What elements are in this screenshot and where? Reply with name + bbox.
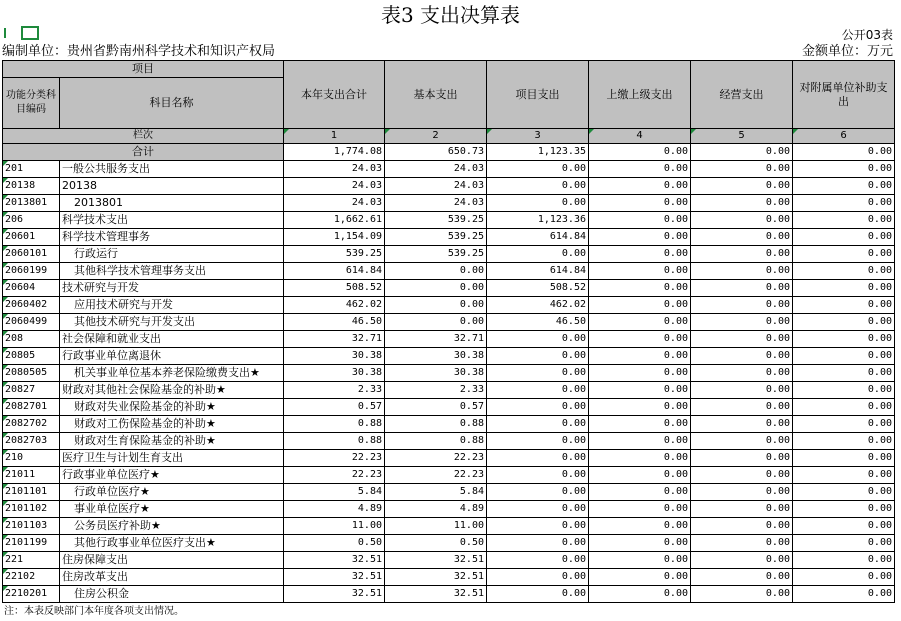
table-row: [3, 484, 895, 501]
func-code-cell[interactable]: 201: [3, 161, 60, 178]
amount-cell[interactable]: 0.00: [589, 229, 691, 246]
amount-cell[interactable]: 2.33: [284, 382, 385, 399]
func-code-cell[interactable]: 21011: [3, 467, 60, 484]
header-col-4: 上缴上级支出: [589, 61, 691, 129]
amount-cell[interactable]: 539.25: [385, 229, 487, 246]
subject-name-cell[interactable]: 科学技术支出: [60, 212, 284, 229]
amount-cell[interactable]: 0.00: [589, 484, 691, 501]
amount-cell[interactable]: 0.00: [691, 246, 793, 263]
amount-cell[interactable]: 0.00: [691, 467, 793, 484]
amount-cell[interactable]: 0.00: [487, 331, 589, 348]
amount-cell[interactable]: 0.00: [589, 280, 691, 297]
amount-cell[interactable]: 0.00: [589, 416, 691, 433]
subject-name-cell[interactable]: 行政单位医疗★: [60, 484, 284, 501]
amount-cell[interactable]: 1,662.61: [284, 212, 385, 229]
amount-cell[interactable]: 508.52: [284, 280, 385, 297]
amount-cell[interactable]: 11.00: [385, 518, 487, 535]
subject-name-cell[interactable]: 科学技术管理事务: [60, 229, 284, 246]
header-func-code: 功能分类科目编码: [3, 78, 60, 129]
amount-cell[interactable]: 0.00: [589, 348, 691, 365]
table-row: [3, 518, 895, 535]
total-value[interactable]: 0.00: [793, 144, 895, 161]
total-value[interactable]: 1,123.35: [487, 144, 589, 161]
amount-cell[interactable]: 0.00: [691, 586, 793, 603]
amount-cell[interactable]: 2.33: [385, 382, 487, 399]
func-code-cell[interactable]: 2082701: [3, 399, 60, 416]
amount-cell[interactable]: 614.84: [487, 263, 589, 280]
func-code-cell[interactable]: 2060101: [3, 246, 60, 263]
func-code-cell[interactable]: 2080505: [3, 365, 60, 382]
amount-cell[interactable]: 0.00: [793, 450, 895, 467]
amount-cell[interactable]: 30.38: [385, 365, 487, 382]
col-number: 5: [691, 129, 793, 144]
amount-cell[interactable]: 32.51: [385, 569, 487, 586]
func-code-cell[interactable]: 2060402: [3, 297, 60, 314]
subject-name-cell[interactable]: 其他科学技术管理事务支出: [60, 263, 284, 280]
amount-cell[interactable]: 0.00: [487, 484, 589, 501]
func-code-cell[interactable]: 2082703: [3, 433, 60, 450]
amount-cell[interactable]: 0.00: [385, 297, 487, 314]
subject-name-cell[interactable]: 一般公共服务支出: [60, 161, 284, 178]
func-code-cell[interactable]: 2101103: [3, 518, 60, 535]
header-col-3: 项目支出: [487, 61, 589, 129]
table-row: [3, 280, 895, 297]
amount-cell[interactable]: 0.00: [487, 195, 589, 212]
amount-cell[interactable]: 0.00: [487, 382, 589, 399]
amount-cell[interactable]: 0.00: [487, 569, 589, 586]
subject-name-cell[interactable]: 财政对其他社会保险基金的补助★: [60, 382, 284, 399]
amount-cell[interactable]: 32.51: [284, 552, 385, 569]
amount-cell[interactable]: 0.00: [793, 399, 895, 416]
amount-cell[interactable]: 0.00: [589, 535, 691, 552]
unit-row: [2, 43, 893, 60]
total-value[interactable]: 1,774.08: [284, 144, 385, 161]
amount-cell[interactable]: 0.00: [385, 280, 487, 297]
amount-cell[interactable]: 0.00: [691, 382, 793, 399]
amount-cell[interactable]: 0.00: [793, 212, 895, 229]
table-row: [3, 331, 895, 348]
func-code-cell[interactable]: 208: [3, 331, 60, 348]
compiling-unit: 编制单位：贵州省黔南州科学技术和知识产权局: [2, 44, 276, 59]
subject-name-cell[interactable]: 2013801: [60, 195, 284, 212]
subject-name-cell[interactable]: 技术研究与开发: [60, 280, 284, 297]
amount-cell[interactable]: 32.71: [385, 331, 487, 348]
col-number: 2: [385, 129, 487, 144]
header-col-1: 本年支出合计: [284, 61, 385, 129]
amount-cell[interactable]: 0.00: [487, 178, 589, 195]
func-code-cell[interactable]: 2101102: [3, 501, 60, 518]
col-number: 3: [487, 129, 589, 144]
amount-cell[interactable]: 508.52: [487, 280, 589, 297]
amount-cell[interactable]: 0.00: [589, 331, 691, 348]
amount-cell[interactable]: 0.00: [691, 348, 793, 365]
func-code-cell[interactable]: 20138: [3, 178, 60, 195]
amount-cell[interactable]: 0.00: [691, 552, 793, 569]
amount-cell[interactable]: 0.00: [589, 263, 691, 280]
table-row: [3, 297, 895, 314]
header-col-5: 经营支出: [691, 61, 793, 129]
func-code-cell[interactable]: 20604: [3, 280, 60, 297]
subject-name-cell[interactable]: 财政对工伤保险基金的补助★: [60, 416, 284, 433]
amount-cell[interactable]: 0.00: [487, 161, 589, 178]
total-value[interactable]: 650.73: [385, 144, 487, 161]
func-code-cell[interactable]: 22102: [3, 569, 60, 586]
amount-cell[interactable]: 0.00: [691, 161, 793, 178]
subject-name-cell[interactable]: 财政对失业保险基金的补助★: [60, 399, 284, 416]
amount-cell[interactable]: 0.00: [691, 569, 793, 586]
table-row: [3, 263, 895, 280]
subject-name-cell[interactable]: 20138: [60, 178, 284, 195]
amount-cell[interactable]: 0.00: [691, 433, 793, 450]
subject-name-cell[interactable]: 行政运行: [60, 246, 284, 263]
total-value[interactable]: 0.00: [691, 144, 793, 161]
amount-cell[interactable]: 0.00: [691, 535, 793, 552]
subject-name-cell[interactable]: 事业单位医疗★: [60, 501, 284, 518]
table-row: [3, 586, 895, 603]
amount-cell[interactable]: 32.71: [284, 331, 385, 348]
col-number: 4: [589, 129, 691, 144]
amount-cell[interactable]: 0.00: [487, 399, 589, 416]
amount-cell[interactable]: 4.89: [284, 501, 385, 518]
amount-cell[interactable]: 0.00: [487, 501, 589, 518]
amount-cell[interactable]: 0.00: [589, 501, 691, 518]
amount-cell[interactable]: 0.00: [487, 467, 589, 484]
amount-cell[interactable]: 0.00: [793, 246, 895, 263]
amount-unit: 金额单位：万元: [801, 44, 893, 59]
amount-cell[interactable]: 1,123.36: [487, 212, 589, 229]
subject-name-cell[interactable]: 其他行政事业单位医疗支出★: [60, 535, 284, 552]
amount-cell[interactable]: 0.00: [487, 246, 589, 263]
amount-cell[interactable]: 0.00: [793, 501, 895, 518]
amount-cell[interactable]: 0.00: [691, 399, 793, 416]
amount-cell[interactable]: 0.00: [691, 263, 793, 280]
amount-cell[interactable]: 0.00: [793, 569, 895, 586]
amount-cell[interactable]: 0.57: [385, 399, 487, 416]
amount-cell[interactable]: 0.00: [691, 484, 793, 501]
table-row: [3, 212, 895, 229]
amount-cell[interactable]: 0.00: [589, 365, 691, 382]
subject-name-cell[interactable]: 住房保障支出: [60, 552, 284, 569]
amount-cell[interactable]: 0.00: [793, 382, 895, 399]
amount-cell[interactable]: 0.00: [589, 297, 691, 314]
amount-cell[interactable]: 0.00: [589, 433, 691, 450]
table-row: [3, 161, 895, 178]
func-code-cell[interactable]: 221: [3, 552, 60, 569]
amount-cell[interactable]: 539.25: [385, 246, 487, 263]
total-value[interactable]: 0.00: [589, 144, 691, 161]
amount-cell[interactable]: 46.50: [487, 314, 589, 331]
col-index-label: 栏次: [3, 129, 284, 144]
amount-cell[interactable]: 0.00: [793, 297, 895, 314]
amount-cell[interactable]: 0.00: [691, 178, 793, 195]
table-note: 注：本表反映部门本年度各项支出情况。: [4, 606, 184, 617]
table-row: [3, 382, 895, 399]
amount-cell[interactable]: 0.00: [793, 535, 895, 552]
amount-cell[interactable]: 24.03: [385, 161, 487, 178]
amount-cell[interactable]: 0.00: [589, 552, 691, 569]
amount-cell[interactable]: 0.00: [487, 586, 589, 603]
table-row: [3, 552, 895, 569]
amount-cell[interactable]: 0.00: [691, 416, 793, 433]
func-code-cell[interactable]: 2101199: [3, 535, 60, 552]
amount-cell[interactable]: 22.23: [284, 450, 385, 467]
amount-cell[interactable]: 0.00: [691, 195, 793, 212]
amount-cell[interactable]: 0.00: [793, 484, 895, 501]
amount-cell[interactable]: 614.84: [487, 229, 589, 246]
subject-name-cell[interactable]: 行政事业单位医疗★: [60, 467, 284, 484]
amount-cell[interactable]: 0.00: [691, 450, 793, 467]
amount-cell[interactable]: 0.00: [589, 382, 691, 399]
amount-cell[interactable]: 0.00: [487, 416, 589, 433]
amount-cell[interactable]: 0.00: [589, 399, 691, 416]
amount-cell[interactable]: 539.25: [284, 246, 385, 263]
amount-cell[interactable]: 0.00: [385, 263, 487, 280]
amount-cell[interactable]: 0.00: [793, 467, 895, 484]
amount-cell[interactable]: 0.00: [589, 450, 691, 467]
sheet-title: 表3 支出决算表: [380, 3, 521, 27]
func-code-cell[interactable]: 2210201: [3, 586, 60, 603]
table-row: [3, 246, 895, 263]
func-code-cell[interactable]: 2082702: [3, 416, 60, 433]
amount-cell[interactable]: 30.38: [385, 348, 487, 365]
amount-cell[interactable]: 0.00: [793, 195, 895, 212]
subject-name-cell[interactable]: 其他技术研究与开发支出: [60, 314, 284, 331]
subject-name-cell[interactable]: 机关事业单位基本养老保险缴费支出★: [60, 365, 284, 382]
amount-cell[interactable]: 24.03: [284, 195, 385, 212]
amount-cell[interactable]: 614.84: [284, 263, 385, 280]
amount-cell[interactable]: 462.02: [284, 297, 385, 314]
amount-cell[interactable]: 32.51: [385, 586, 487, 603]
amount-cell[interactable]: 0.00: [793, 586, 895, 603]
subject-name-cell[interactable]: 住房改革支出: [60, 569, 284, 586]
amount-cell[interactable]: 5.84: [385, 484, 487, 501]
amount-cell[interactable]: 0.00: [589, 569, 691, 586]
amount-cell[interactable]: 0.00: [691, 229, 793, 246]
form-number: 公开03表: [841, 28, 893, 42]
amount-cell[interactable]: 0.00: [793, 229, 895, 246]
amount-cell[interactable]: 0.00: [589, 467, 691, 484]
amount-cell[interactable]: 462.02: [487, 297, 589, 314]
amount-cell[interactable]: 24.03: [284, 161, 385, 178]
func-code-cell[interactable]: 2101101: [3, 484, 60, 501]
row-indicator: [4, 28, 6, 38]
amount-cell[interactable]: 30.38: [284, 365, 385, 382]
subject-name-cell[interactable]: 行政事业单位离退休: [60, 348, 284, 365]
amount-cell[interactable]: 0.00: [487, 518, 589, 535]
total-label: 合计: [3, 144, 284, 161]
func-code-cell[interactable]: 20805: [3, 348, 60, 365]
table-row: [3, 178, 895, 195]
selected-cell-cursor[interactable]: [21, 26, 39, 40]
amount-cell[interactable]: 0.00: [793, 314, 895, 331]
amount-cell[interactable]: 11.00: [284, 518, 385, 535]
amount-cell[interactable]: 0.00: [793, 365, 895, 382]
header-project: 项目: [3, 61, 284, 78]
subject-name-cell[interactable]: 住房公积金: [60, 586, 284, 603]
table-row: [3, 416, 895, 433]
table-row: [3, 450, 895, 467]
subject-name-cell[interactable]: 财政对生育保险基金的补助★: [60, 433, 284, 450]
col-number: 6: [793, 129, 895, 144]
amount-cell[interactable]: 0.00: [589, 212, 691, 229]
amount-cell[interactable]: 0.88: [385, 416, 487, 433]
func-code-cell[interactable]: 20827: [3, 382, 60, 399]
amount-cell[interactable]: 0.00: [691, 297, 793, 314]
func-code-cell[interactable]: 20601: [3, 229, 60, 246]
subject-name-cell[interactable]: 社会保障和就业支出: [60, 331, 284, 348]
func-code-cell[interactable]: 210: [3, 450, 60, 467]
amount-cell[interactable]: 0.00: [487, 535, 589, 552]
amount-cell[interactable]: 32.51: [385, 552, 487, 569]
amount-cell[interactable]: 0.00: [691, 280, 793, 297]
subject-name-cell[interactable]: 公务员医疗补助★: [60, 518, 284, 535]
amount-cell[interactable]: 0.00: [385, 314, 487, 331]
amount-cell[interactable]: 4.89: [385, 501, 487, 518]
amount-cell[interactable]: 0.00: [691, 314, 793, 331]
amount-cell[interactable]: 0.00: [589, 178, 691, 195]
amount-cell[interactable]: 5.84: [284, 484, 385, 501]
table-row: [3, 365, 895, 382]
amount-cell[interactable]: 0.00: [793, 518, 895, 535]
func-code-cell[interactable]: 2013801: [3, 195, 60, 212]
amount-cell[interactable]: 0.00: [487, 552, 589, 569]
amount-cell[interactable]: 0.00: [691, 331, 793, 348]
table-row: [3, 314, 895, 331]
func-code-cell[interactable]: 2060499: [3, 314, 60, 331]
table-row: [3, 433, 895, 450]
amount-cell[interactable]: 22.23: [284, 467, 385, 484]
amount-cell[interactable]: 46.50: [284, 314, 385, 331]
table-row: [3, 348, 895, 365]
amount-cell[interactable]: 24.03: [284, 178, 385, 195]
header-col-2: 基本支出: [385, 61, 487, 129]
amount-cell[interactable]: 0.00: [589, 246, 691, 263]
table-row: [3, 467, 895, 484]
amount-cell[interactable]: 32.51: [284, 569, 385, 586]
func-code-cell[interactable]: 2060199: [3, 263, 60, 280]
amount-cell[interactable]: 539.25: [385, 212, 487, 229]
amount-cell[interactable]: 0.00: [793, 263, 895, 280]
subject-name-cell[interactable]: 医疗卫生与计划生育支出: [60, 450, 284, 467]
amount-cell[interactable]: 32.51: [284, 586, 385, 603]
expenditure-table: [2, 60, 895, 603]
amount-cell[interactable]: 22.23: [385, 450, 487, 467]
amount-cell[interactable]: 0.88: [284, 416, 385, 433]
amount-cell[interactable]: 0.00: [793, 161, 895, 178]
amount-cell[interactable]: 0.50: [385, 535, 487, 552]
total-row: [3, 144, 895, 161]
amount-cell[interactable]: 30.38: [284, 348, 385, 365]
amount-cell[interactable]: 24.03: [385, 195, 487, 212]
func-code-cell[interactable]: 206: [3, 212, 60, 229]
subject-name-cell[interactable]: 应用技术研究与开发: [60, 297, 284, 314]
header-subject-name: 科目名称: [60, 78, 284, 129]
amount-cell[interactable]: 0.00: [487, 450, 589, 467]
amount-cell[interactable]: 1,154.09: [284, 229, 385, 246]
amount-cell[interactable]: 0.00: [691, 212, 793, 229]
amount-cell[interactable]: 0.00: [589, 518, 691, 535]
table-row: [3, 229, 895, 246]
amount-cell[interactable]: 0.50: [284, 535, 385, 552]
amount-cell[interactable]: 0.88: [284, 433, 385, 450]
amount-cell[interactable]: 0.00: [793, 178, 895, 195]
amount-cell[interactable]: 0.00: [793, 348, 895, 365]
amount-cell[interactable]: 0.00: [793, 552, 895, 569]
amount-cell[interactable]: 0.00: [487, 348, 589, 365]
amount-cell[interactable]: 0.00: [691, 365, 793, 382]
amount-cell[interactable]: 0.00: [589, 161, 691, 178]
table-row: [3, 501, 895, 518]
amount-cell[interactable]: 0.00: [691, 518, 793, 535]
amount-cell[interactable]: 0.00: [793, 331, 895, 348]
amount-cell[interactable]: 0.00: [487, 365, 589, 382]
table-row: [3, 535, 895, 552]
table-row: [3, 195, 895, 212]
amount-cell[interactable]: 0.00: [487, 433, 589, 450]
table-row: [3, 569, 895, 586]
amount-cell[interactable]: 0.88: [385, 433, 487, 450]
header-col-6: 对附属单位补助支出: [793, 61, 895, 129]
amount-cell[interactable]: 0.00: [793, 280, 895, 297]
amount-cell[interactable]: 0.00: [793, 416, 895, 433]
amount-cell[interactable]: 0.57: [284, 399, 385, 416]
amount-cell[interactable]: 0.00: [691, 501, 793, 518]
amount-cell[interactable]: 0.00: [589, 586, 691, 603]
amount-cell[interactable]: 0.00: [589, 314, 691, 331]
amount-cell[interactable]: 0.00: [589, 195, 691, 212]
col-number: 1: [284, 129, 385, 144]
amount-cell[interactable]: 22.23: [385, 467, 487, 484]
table-row: [3, 399, 895, 416]
amount-cell[interactable]: 24.03: [385, 178, 487, 195]
amount-cell[interactable]: 0.00: [793, 433, 895, 450]
